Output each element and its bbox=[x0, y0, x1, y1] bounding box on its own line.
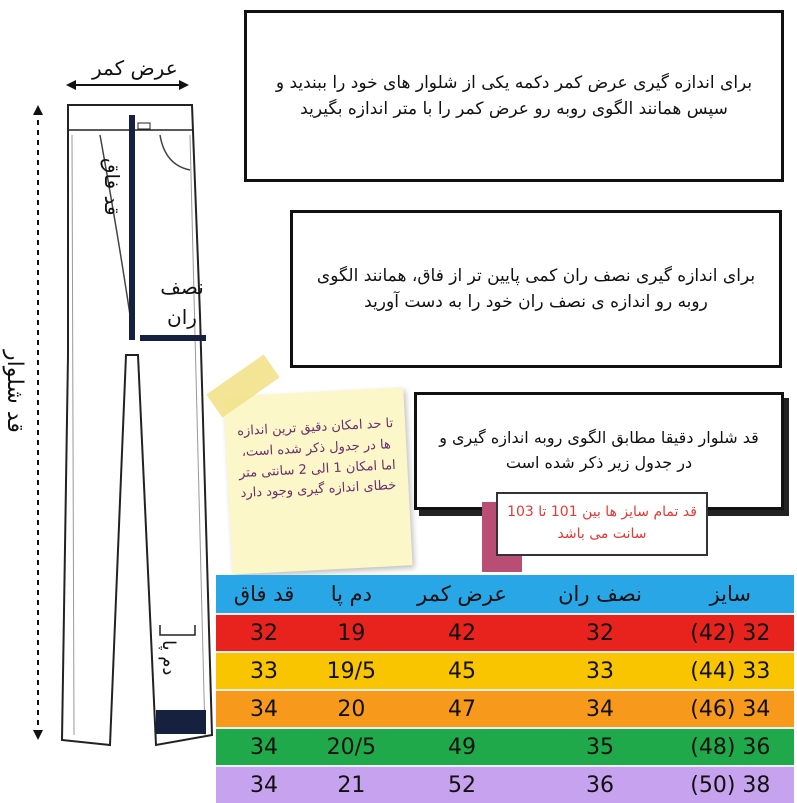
header-waist: عرض کمر bbox=[391, 575, 534, 614]
table-cell: 42 bbox=[391, 614, 534, 652]
length-instruction-text: قد شلوار دقیقا مطابق الگوی روبه اندازه گیری و در جدول زیر ذکر شده است bbox=[439, 428, 759, 472]
header-rise: قد فاق bbox=[216, 575, 312, 614]
table-cell: 36 (48) bbox=[667, 728, 794, 766]
table-cell: 32 bbox=[533, 614, 666, 652]
thigh-label bbox=[152, 272, 212, 332]
table-cell: 35 bbox=[533, 728, 666, 766]
table-cell: 20/5 bbox=[312, 728, 390, 766]
header-size: سایز bbox=[667, 575, 794, 614]
header-thigh: نصف ران bbox=[533, 575, 666, 614]
table-cell: 34 (46) bbox=[667, 690, 794, 728]
table-cell: 20 bbox=[312, 690, 390, 728]
table-row bbox=[216, 766, 794, 803]
table-row bbox=[216, 652, 794, 690]
table-cell: 32 bbox=[216, 614, 312, 652]
table-row bbox=[216, 614, 794, 652]
table-row bbox=[216, 690, 794, 728]
hem-label: دم پا bbox=[158, 640, 179, 676]
waist-label: عرض کمر bbox=[92, 56, 178, 80]
size-note: قد تمام سایز ها بین 101 تا 103 سانت می باشد bbox=[496, 492, 708, 556]
length-label: قد شلوار bbox=[2, 350, 27, 433]
table-cell: 34 bbox=[216, 766, 312, 803]
table-cell: 19/5 bbox=[312, 652, 390, 690]
thigh-instruction-text: برای اندازه گیری نصف ران کمی پایین تر از فاق، همانند الگوی روبه رو اندازه ی نصف ران خود را به دست آورید bbox=[316, 265, 756, 312]
thigh-label-line2: ران bbox=[167, 305, 197, 329]
table-cell: 21 bbox=[312, 766, 390, 803]
measurement-error-note: تا حد امکان دقیق ترین اندازه ها در جدول ذکر شده است، اما امکان 1 الی 2 سانتی متر خطای اندازه گیری وجود دارد bbox=[223, 387, 412, 574]
waist-instruction-text: برای اندازه گیری عرض کمر دکمه یکی از شلوار های خود را ببندید و سپس همانند الگوی روبه رو عرض کمر را با متر اندازه بگیرید bbox=[275, 72, 753, 119]
table-cell: 19 bbox=[312, 614, 390, 652]
thigh-label-line1: نصف bbox=[160, 275, 204, 299]
table-cell: 38 (50) bbox=[667, 766, 794, 803]
table-cell: 34 bbox=[216, 690, 312, 728]
table-cell: 45 bbox=[391, 652, 534, 690]
table-cell: 47 bbox=[391, 690, 534, 728]
waist-instruction-box bbox=[244, 10, 784, 182]
size-table bbox=[216, 575, 794, 803]
table-cell: 33 bbox=[533, 652, 666, 690]
table-cell: 33 (44) bbox=[667, 652, 794, 690]
header-hem: دم پا bbox=[312, 575, 390, 614]
table-cell: 49 bbox=[391, 728, 534, 766]
table-cell: 32 (42) bbox=[667, 614, 794, 652]
rise-label: قد فاق bbox=[100, 158, 124, 216]
thigh-instruction-box bbox=[290, 210, 782, 368]
table-cell: 33 bbox=[216, 652, 312, 690]
table-cell: 36 bbox=[533, 766, 666, 803]
table-row bbox=[216, 728, 794, 766]
table-cell: 34 bbox=[533, 690, 666, 728]
table-cell: 52 bbox=[391, 766, 534, 803]
table-header-row bbox=[216, 575, 794, 614]
table-cell: 34 bbox=[216, 728, 312, 766]
